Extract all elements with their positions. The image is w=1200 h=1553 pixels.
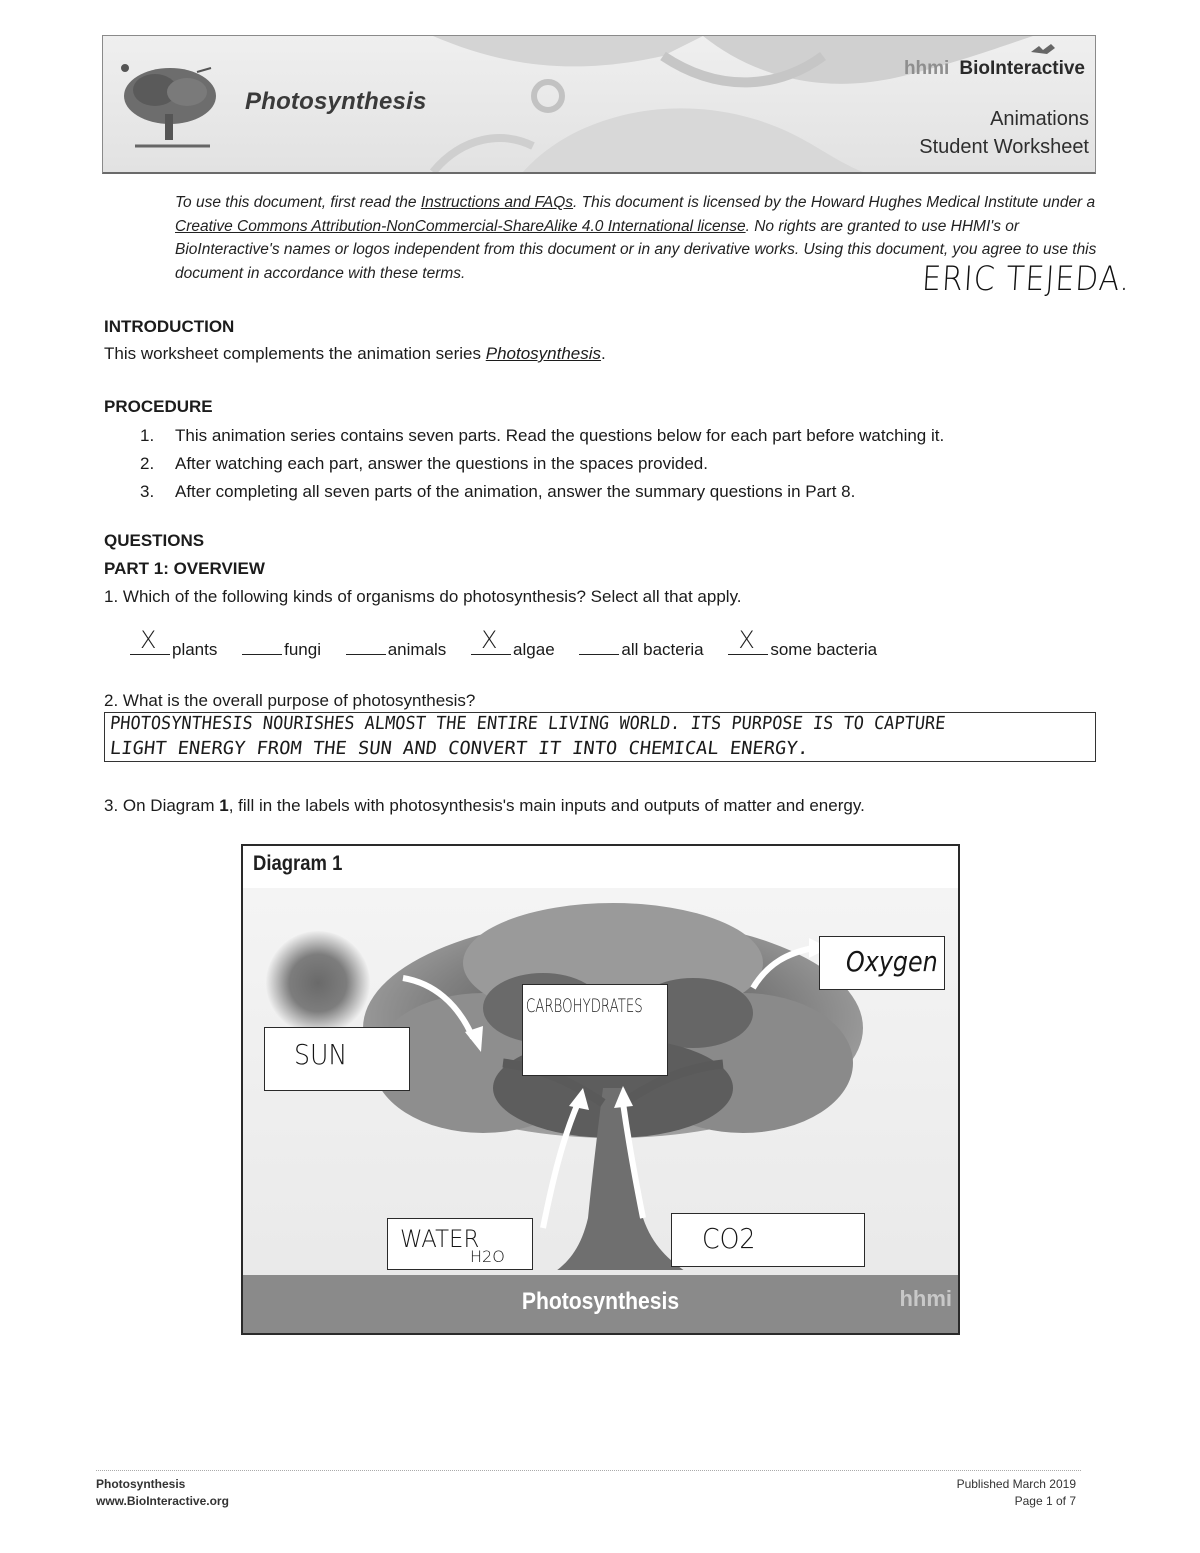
instructions-faqs-link[interactable]: Instructions and FAQs: [420, 194, 574, 211]
procedure-step: [140, 478, 944, 506]
choice-blank[interactable]: [346, 636, 386, 655]
part1-heading: PART 1: OVERVIEW: [104, 559, 265, 578]
choice-fungi[interactable]: [242, 636, 321, 660]
choice-label: plants: [172, 640, 218, 659]
choice-blank[interactable]: [130, 626, 170, 655]
questions-heading: QUESTIONS: [104, 531, 205, 550]
student-name-handwritten: ERIC TEJEDA.: [920, 259, 1132, 300]
choice-label: algae: [513, 640, 555, 659]
creative-commons-link[interactable]: Creative Commons Attribution-NonCommercial-ShareAlike 4.0 International license: [175, 217, 746, 235]
diagram-hhmi-logo: hhmi: [899, 1286, 952, 1311]
q3-diagram-number: 1: [219, 796, 229, 815]
footer-website[interactable]: www.BioInteractive.org: [96, 1494, 229, 1508]
check-mark: X: [140, 626, 157, 654]
q3-prefix: 3. On Diagram: [104, 796, 220, 815]
label-carbohydrates-text: CARBOHYDRATES: [526, 995, 643, 1017]
choice-label: animals: [387, 640, 447, 659]
label-box-sun[interactable]: [264, 1027, 410, 1091]
question-3: [104, 796, 865, 816]
procedure-steps: [140, 422, 944, 506]
label-box-water[interactable]: [387, 1218, 533, 1270]
introduction-text: [104, 344, 606, 364]
brand-name: BioInteractive: [959, 58, 1085, 79]
label-oxygen-text: Oxygen: [846, 945, 938, 978]
procedure-heading: PROCEDURE: [104, 397, 213, 416]
choice-label: some bacteria: [770, 640, 878, 659]
procedure-step: [140, 450, 944, 478]
footer-doc-title: Photosynthesis: [96, 1477, 186, 1491]
choice-label: all bacteria: [621, 640, 704, 659]
choice-blank[interactable]: [242, 636, 282, 655]
q2-answer-line-1: PHOTOSYNTHESIS NOURISHES ALMOST THE ENTIRE LIVING WORLD. ITS PURPOSE IS TO CAPTURE: [108, 713, 947, 734]
q3-text: , fill in the labels with photosynthesis's main inputs and outputs of matter and energy.: [228, 796, 865, 815]
introduction-end: .: [601, 344, 606, 363]
step-number: 2.: [140, 454, 155, 473]
check-mark: X: [481, 626, 498, 654]
step-number: 3.: [140, 482, 155, 501]
label-sun-text: SUN: [293, 1038, 348, 1071]
footer-published-date: Published March 2019: [956, 1477, 1076, 1491]
q1-choices: [130, 626, 897, 660]
procedure-step: [140, 422, 944, 450]
choice-blank[interactable]: [579, 636, 619, 655]
step-text: After completing all seven parts of the animation, answer the summary questions in Part 8.: [175, 482, 856, 501]
diagram-title: Diagram 1: [253, 852, 343, 875]
question-1: 1. Which of the following kinds of organisms do photosynthesis? Select all that apply.: [104, 587, 742, 606]
document-title: Photosynthesis: [245, 88, 427, 115]
bird-icon: [1029, 42, 1057, 58]
license-text-1: To use this document, first read the: [175, 194, 421, 211]
choice-some-bacteria[interactable]: [728, 626, 878, 660]
diagram-band-title: Photosynthesis: [521, 1288, 680, 1315]
label-h2o-text: H2O: [470, 1247, 505, 1266]
label-box-co2[interactable]: [671, 1213, 865, 1267]
brand-prefix: hhmi: [903, 58, 950, 79]
choice-all-bacteria[interactable]: [579, 636, 703, 660]
label-box-carbohydrates[interactable]: [522, 984, 668, 1076]
step-number: 1.: [140, 426, 155, 445]
photosynthesis-series-link[interactable]: Photosynthesis: [485, 344, 602, 363]
license-text-2: . This document is licensed by the Howard Hughes Medical Institute under a: [573, 194, 1096, 211]
license-text-3: . No rights are granted to use HHMI's or BioInteractive's names or logos independent from this document or in any derivative works. Using this document, you agree to use this document in accordance with these terms.: [175, 217, 1097, 282]
banner-subtitle-animations: Animations: [990, 108, 1089, 130]
choice-blank[interactable]: [728, 626, 768, 655]
check-mark: X: [738, 626, 755, 654]
banner-subtitle-worksheet: Student Worksheet: [919, 136, 1089, 158]
question-2: 2. What is the overall purpose of photosynthesis?: [104, 691, 476, 710]
introduction-heading: INTRODUCTION: [104, 317, 235, 336]
step-text: After watching each part, answer the questions in the spaces provided.: [175, 454, 708, 473]
diagram-1: [241, 844, 960, 1335]
tree-logo-icon: [115, 54, 225, 154]
choice-label: fungi: [284, 640, 321, 659]
choice-algae[interactable]: [471, 626, 555, 660]
label-co2-text: CO2: [702, 1222, 756, 1255]
choice-animals[interactable]: [346, 636, 447, 660]
label-water-text: WATER: [400, 1225, 480, 1253]
label-box-oxygen[interactable]: [819, 936, 945, 990]
footer-page-number: Page 1 of 7: [1014, 1494, 1076, 1508]
step-text: This animation series contains seven parts. Read the questions below for each part before watching it.: [175, 426, 945, 445]
footer-divider: [96, 1470, 1081, 1471]
q2-answer-line-2: LIGHT ENERGY FROM THE SUN AND CONVERT IT INTO CHEMICAL ENERGY.: [108, 738, 810, 759]
brand-logo: [904, 58, 1085, 80]
header-banner: [102, 35, 1096, 174]
choice-blank[interactable]: [471, 626, 511, 655]
introduction-body: This worksheet complements the animation series: [104, 344, 486, 363]
choice-plants[interactable]: [130, 626, 218, 660]
